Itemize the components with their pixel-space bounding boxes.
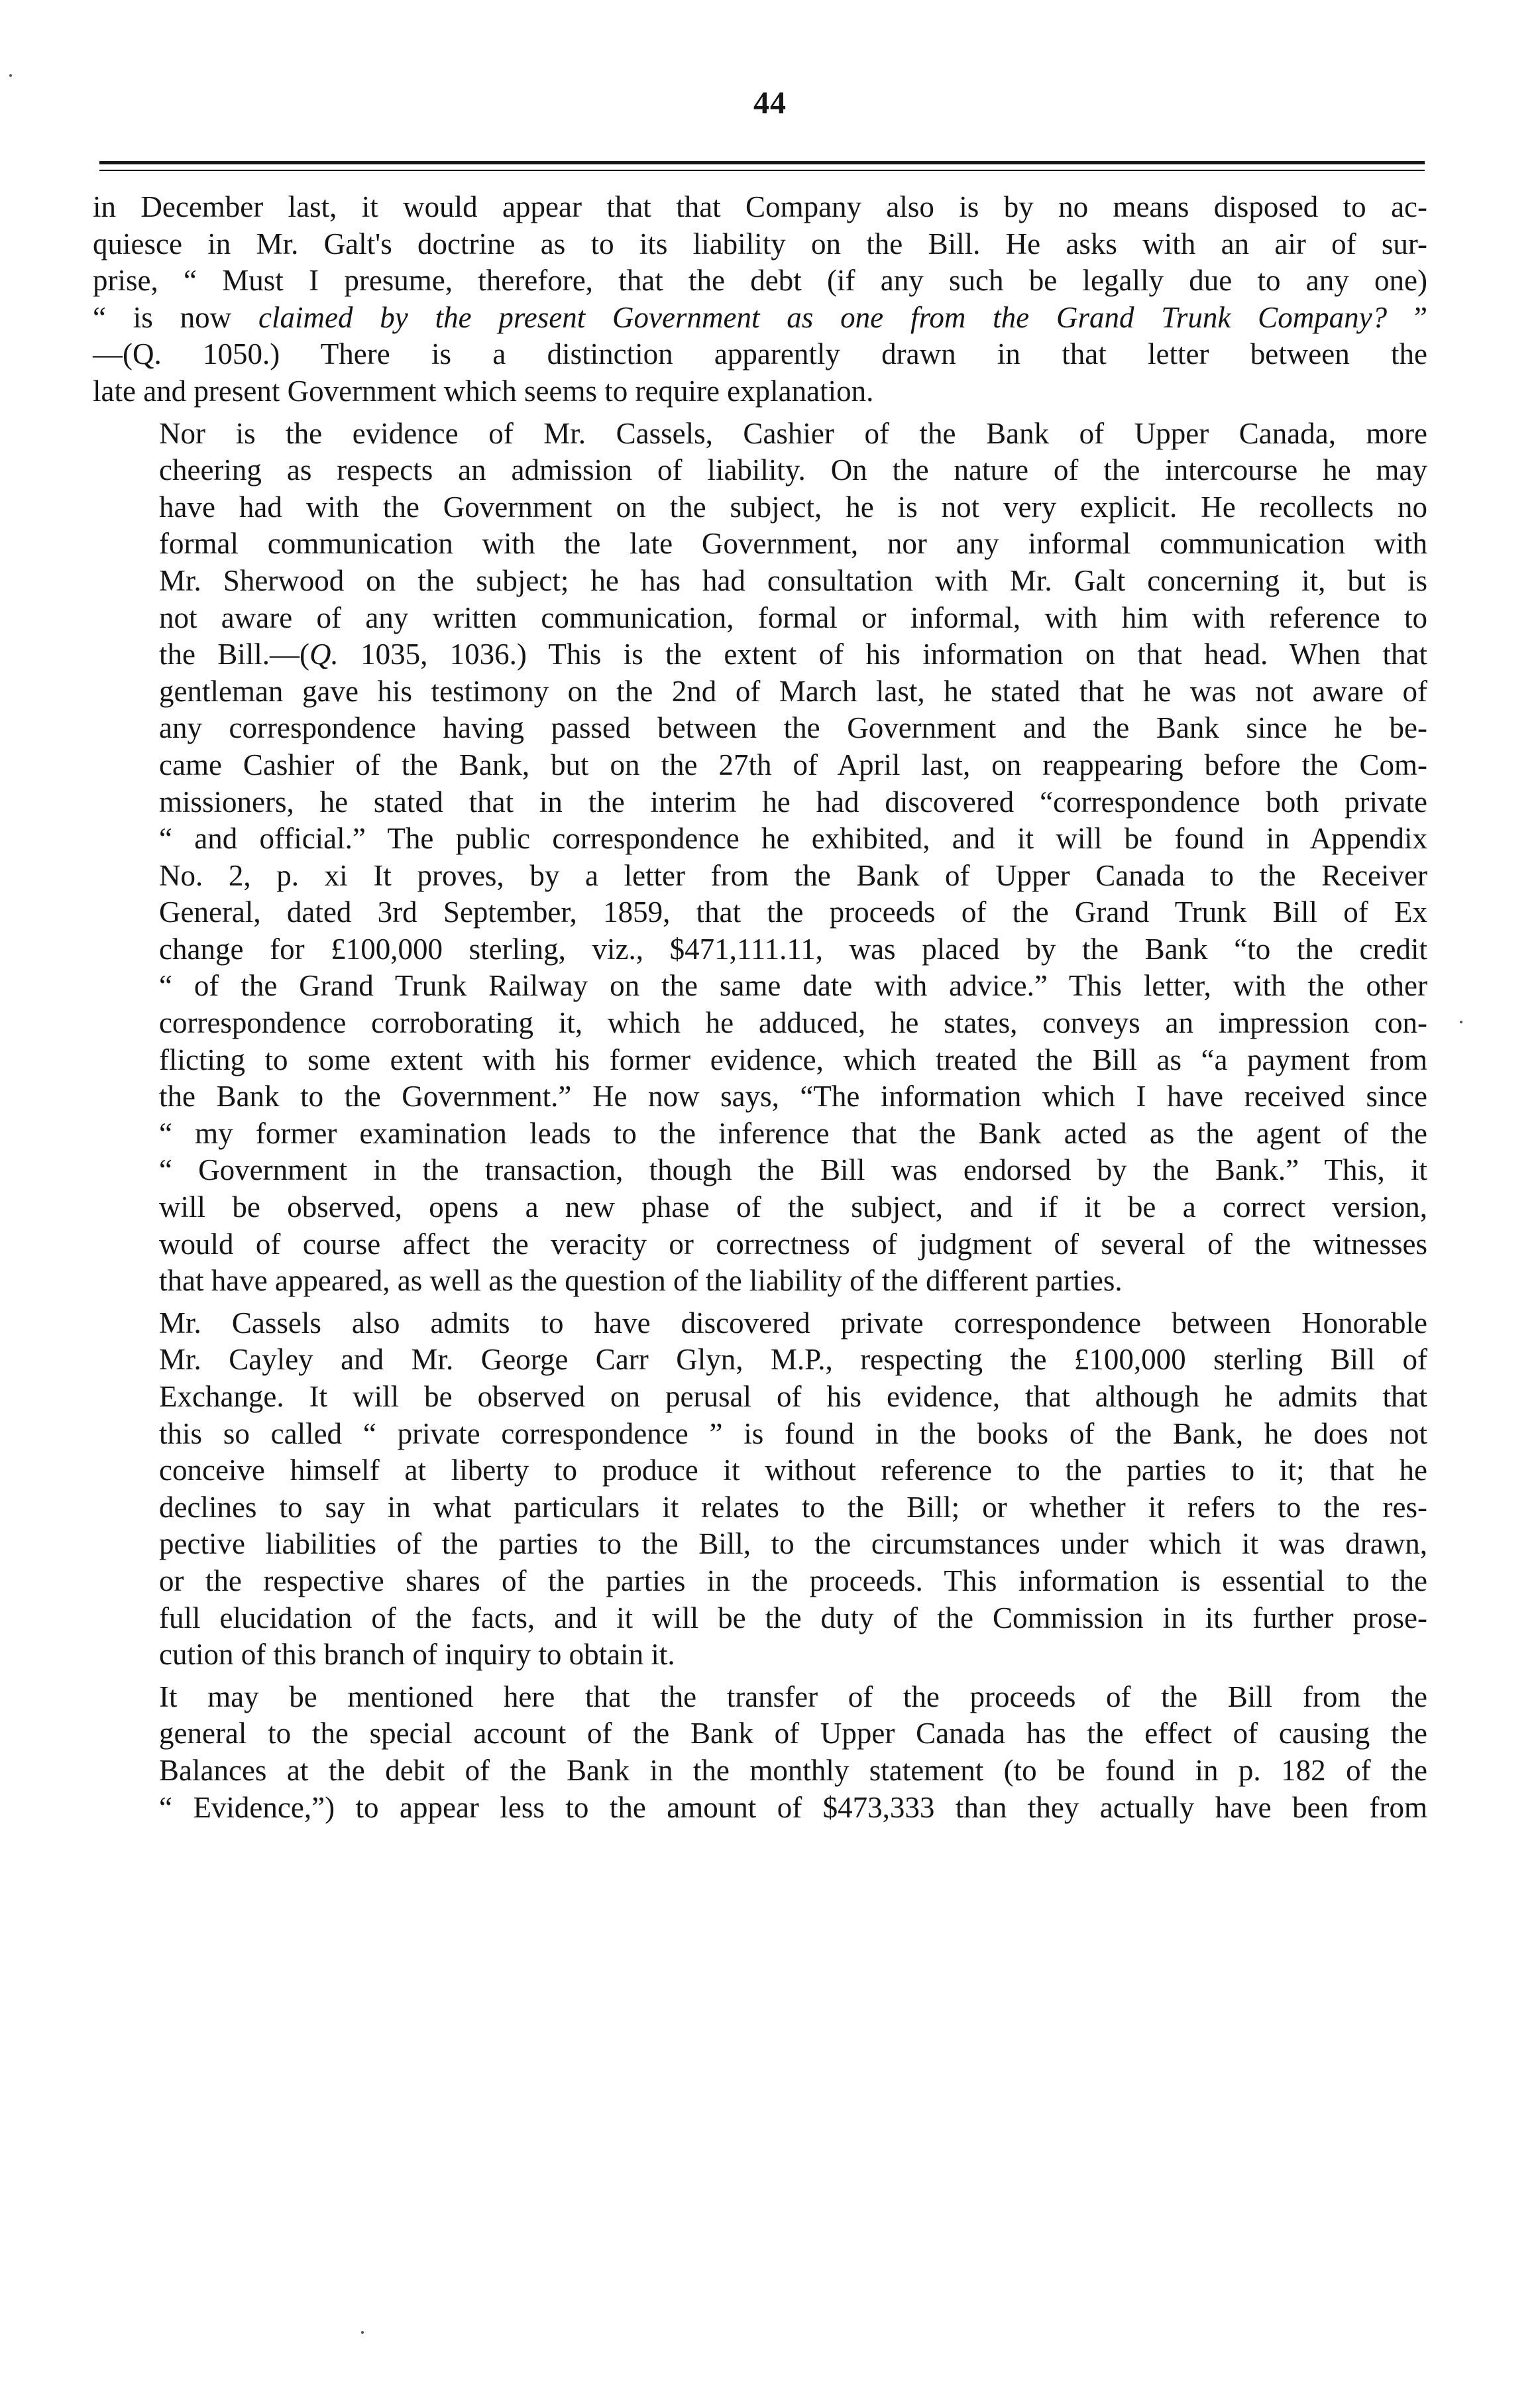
text-line: “ Evidence,”) to appear less to the amount of $473,333 than they actually have been from <box>159 1790 1427 1824</box>
paragraph-1 <box>93 189 1427 410</box>
text-line: Mr. Sherwood on the subject; he has had consultation with Mr. Galt concerning it, but is <box>159 563 1427 597</box>
text-line: correspondence corroborating it, which he adduced, he states, conveys an impression con- <box>159 1006 1427 1040</box>
text-line: full elucidation of the facts, and it will be the duty of the Commission in its further prose- <box>159 1601 1427 1634</box>
text-line: Mr. Cayley and Mr. George Carr Glyn, M.P., respecting the £100,000 sterling Bill of <box>159 1343 1427 1377</box>
text-line: —(Q. 1050.) There is a distinction apparently drawn in that letter between the <box>93 337 1427 371</box>
text-line: the Bank to the Government.” He now says, “The information which I have received since <box>159 1080 1427 1114</box>
text-line: change for £100,000 sterling, viz., $471,111.11, was placed by the Bank “to the credit <box>159 932 1427 966</box>
text-run: the Bill.—( <box>159 638 310 671</box>
text-line: any correspondence having passed between the Government and the Bank since he be- <box>159 711 1427 745</box>
stray-mark <box>9 74 12 77</box>
italic-reference: Q. <box>309 638 339 671</box>
text-line: came Cashier of the Bank, but on the 27th of April last, on reappearing before the Com- <box>159 748 1427 781</box>
header-rule-thick <box>99 161 1425 164</box>
text-line: would of course affect the veracity or correctness of judgment of several of the witnesses <box>159 1227 1427 1261</box>
stray-mark <box>1460 1021 1462 1023</box>
text-line: prise, “ Must I presume, therefore, that the debt (if any such be legally due to any one) <box>93 264 1427 298</box>
text-line <box>93 300 1427 337</box>
header-rule-thin <box>99 170 1425 171</box>
text-run: ” <box>1387 300 1427 334</box>
text-line: “ my former examination leads to the inference that the Bank acted as the agent of the <box>159 1116 1427 1150</box>
text-line: conceive himself at liberty to produce it without reference to the parties to it; that he <box>159 1454 1427 1487</box>
text-line: in December last, it would appear that that Company also is by no means disposed to ac- <box>93 190 1427 223</box>
text-line: pective liabilities of the parties to the Bill, to the circumstances under which it was drawn, <box>159 1527 1427 1561</box>
body-text <box>93 189 1427 1826</box>
text-line: cution of this branch of inquiry to obtain it. <box>159 1638 675 1672</box>
text-line: formal communication with the late Government, nor any informal communication with <box>159 527 1427 561</box>
text-line: have had with the Government on the subject, he is not very explicit. He recollects no <box>159 490 1427 524</box>
text-line: cheering as respects an admission of liability. On the nature of the intercourse he may <box>159 453 1427 487</box>
text-line: late and present Government which seems to require explanation. <box>93 374 874 408</box>
text-line: Nor is the evidence of Mr. Cassels, Cashier of the Bank of Upper Canada, more <box>159 416 1427 450</box>
text-line: quiesce in Mr. Galt's doctrine as to its liability on the Bill. He asks with an air of sur- <box>93 227 1427 260</box>
text-line <box>93 636 1427 673</box>
text-line: It may be mentioned here that the transfer of the proceeds of the Bill from the <box>159 1680 1427 1713</box>
text-line: that have appeared, as well as the question of the liability of the different parties. <box>159 1264 1123 1298</box>
text-line: Mr. Cassels also admits to have discovered private correspondence between Honorable <box>159 1306 1427 1340</box>
text-line: “ Government in the transaction, though the Bill was endorsed by the Bank.” This, it <box>159 1153 1427 1187</box>
text-line: missioners, he stated that in the interim he had discovered “correspondence both private <box>159 785 1427 819</box>
text-line: “ of the Grand Trunk Railway on the same date with advice.” This letter, with the other <box>159 969 1427 1003</box>
text-line: general to the special account of the Bank of Upper Canada has the effect of causing the <box>159 1717 1427 1750</box>
text-line: Balances at the debit of the Bank in the monthly statement (to be found in p. 182 of the <box>159 1753 1427 1787</box>
text-line: flicting to some extent with his former evidence, which treated the Bill as “a payment from <box>159 1043 1427 1076</box>
paragraph-3 <box>93 1305 1427 1674</box>
paragraph-2 <box>93 416 1427 1300</box>
paragraph-4 <box>93 1679 1427 1826</box>
text-line: No. 2, p. xi It proves, by a letter from the Bank of Upper Canada to the Receiver <box>159 858 1427 892</box>
stray-mark <box>361 2331 364 2334</box>
text-line: this so called “ private correspondence ” is found in the books of the Bank, he does not <box>159 1416 1427 1450</box>
text-line: or the respective shares of the parties in the proceeds. This information is essential to the <box>159 1564 1427 1597</box>
italic-quote: claimed by the present Government as one from the Grand Trunk Company? <box>258 300 1388 334</box>
text-line: General, dated 3rd September, 1859, that the proceeds of the Grand Trunk Bill of Ex <box>159 895 1427 929</box>
text-line: gentleman gave his testimony on the 2nd of March last, he stated that he was not aware of <box>159 674 1427 708</box>
text-line: will be observed, opens a new phase of the subject, and if it be a correct version, <box>159 1190 1427 1224</box>
page-number: 44 <box>753 86 787 121</box>
text-run: 1035, 1036.) This is the extent of his information on that head. When that <box>338 638 1427 671</box>
text-line: declines to say in what particulars it relates to the Bill; or whether it refers to the res- <box>159 1490 1427 1524</box>
text-line: “ and official.” The public correspondence he exhibited, and it will be found in Appendix <box>159 822 1427 856</box>
text-line: not aware of any written communication, formal or informal, with him with reference to <box>159 601 1427 634</box>
text-run: “ is now <box>93 300 258 334</box>
text-line: Exchange. It will be observed on perusal of his evidence, that although he admits that <box>159 1380 1427 1413</box>
